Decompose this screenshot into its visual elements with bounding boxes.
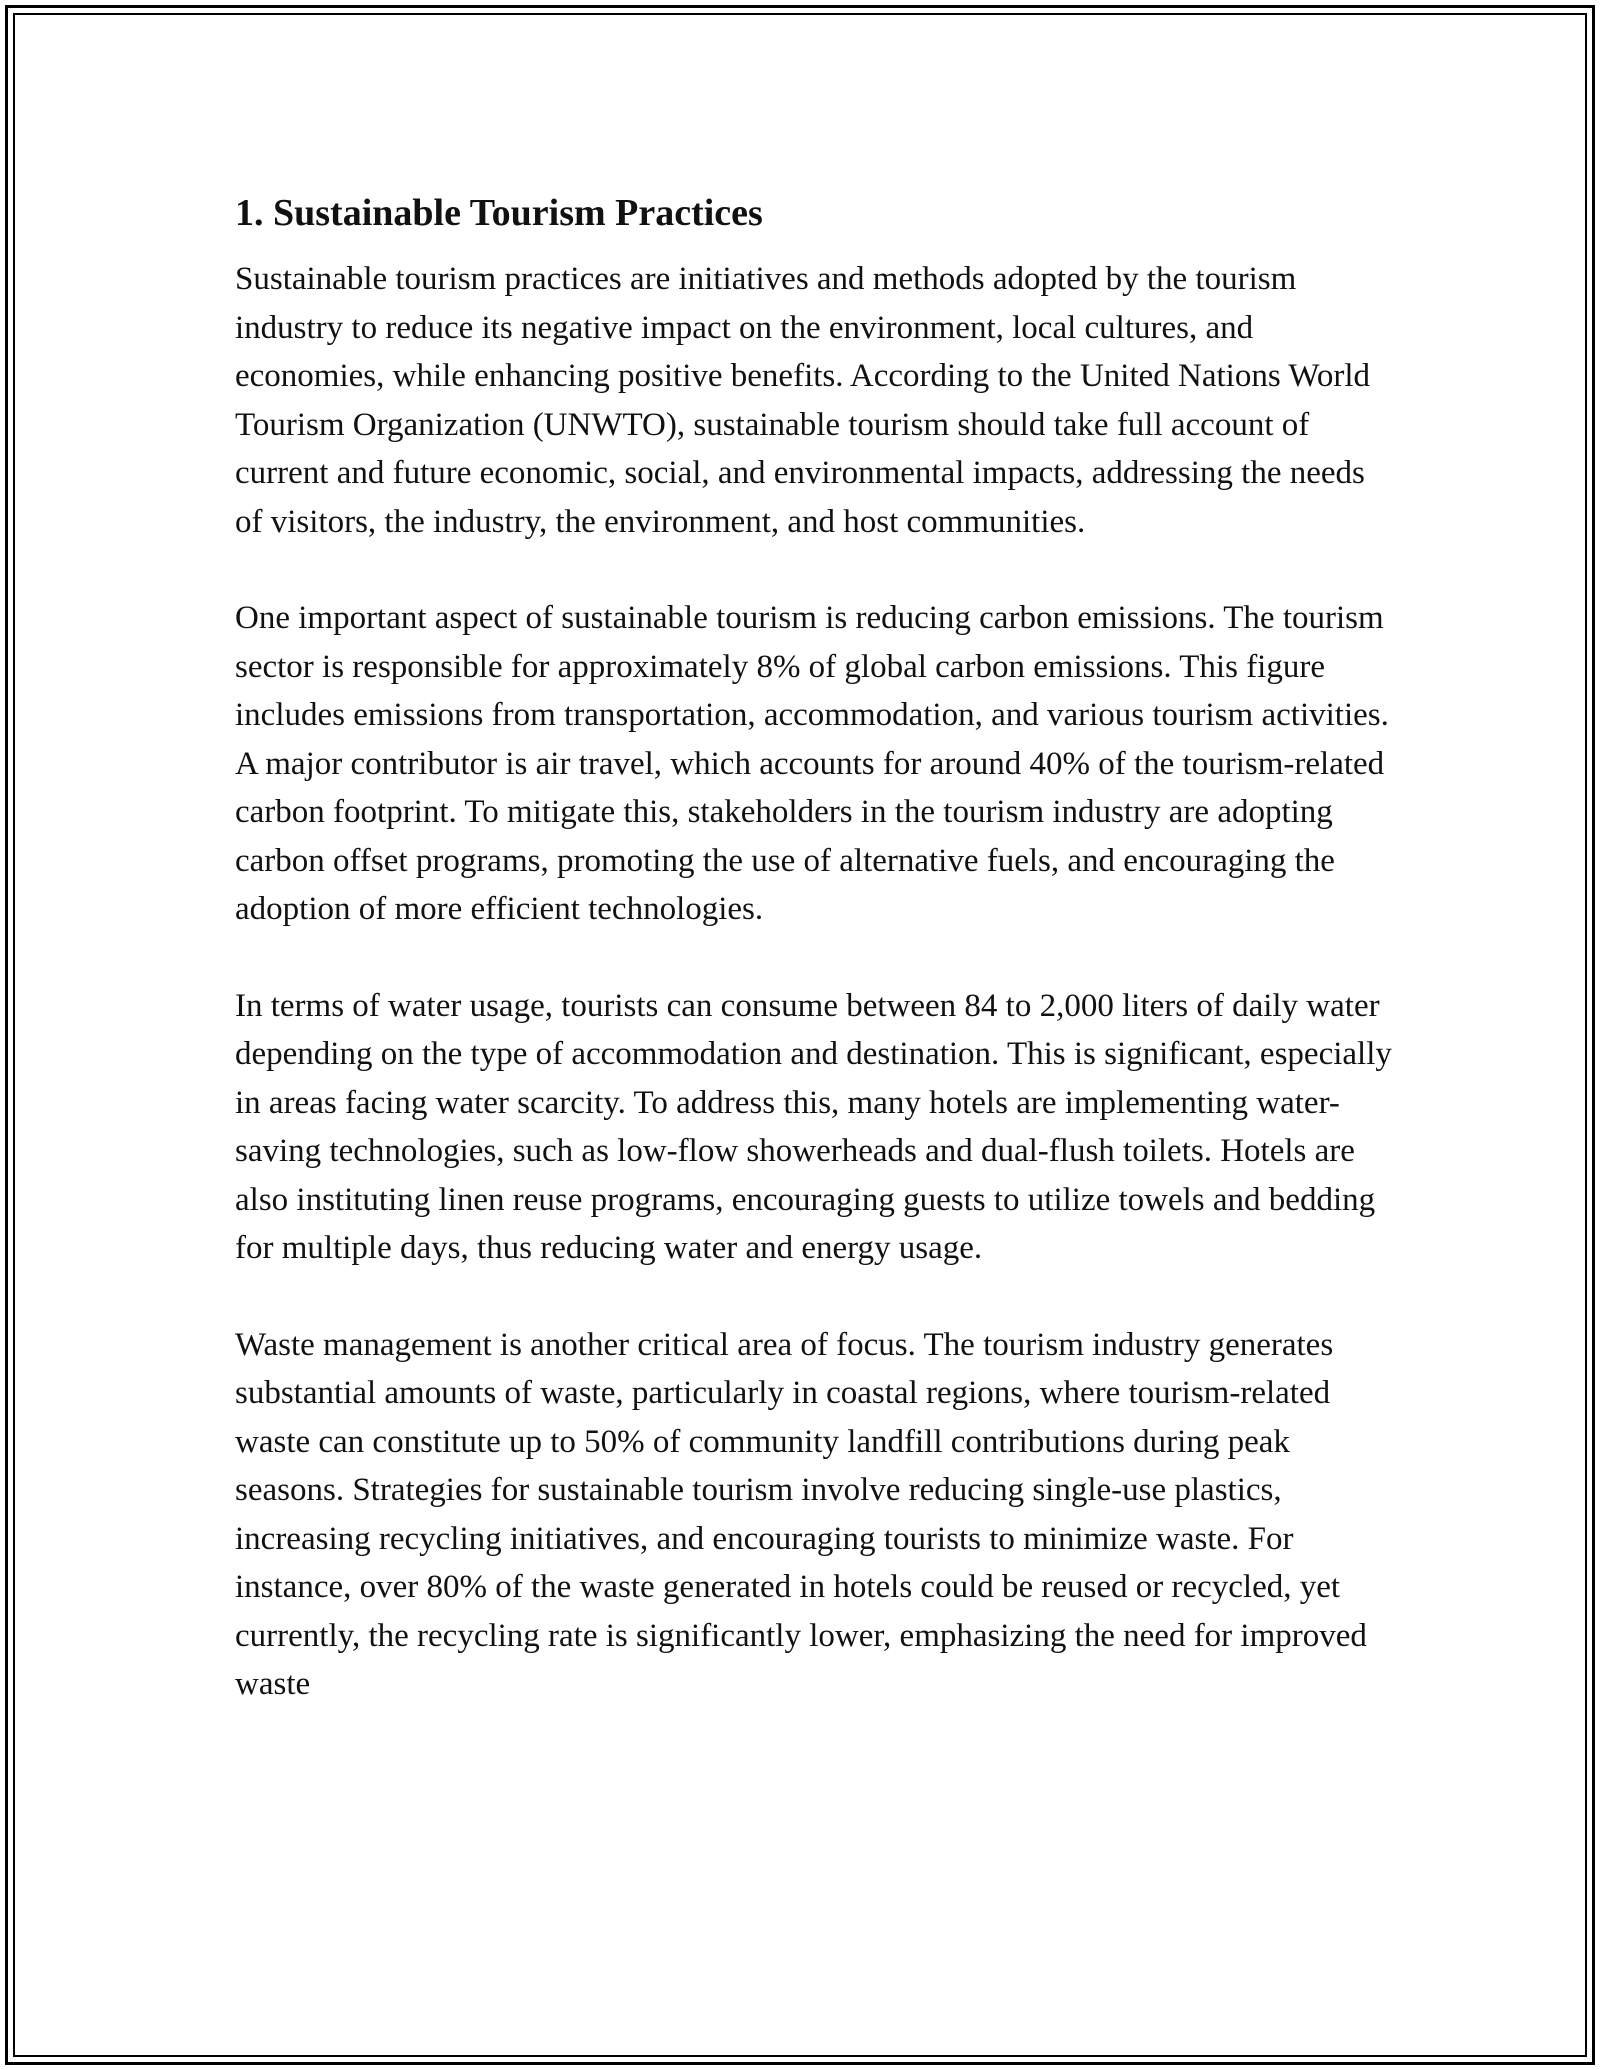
paragraph-carbon-emissions: One important aspect of sustainable tourism is reducing carbon emissions. The tourism sector is responsible for approximately 8% of global carbon emissions. This figure includes emissions from transportation, accommodation, and various tourism activities. A major contributor is air travel, which accounts for around 40% of the tourism-related carbon footprint. To mitigate this, stakeholders in the tourism industry are adopting carbon offset programs, promoting the use of alternative fuels, and encouraging the adoption of more efficient technologies. [235,600,1389,927]
paragraph-water-usage: In terms of water usage, tourists can consume between 84 to 2,000 liters of daily water depending on the type of accommodation and destination. This is significant, especially in areas facing water scarcity. To address this, many hotels are implementing water-saving technologies, such as low-flow showerheads and dual-flush toilets. Hotels are also instituting linen reuse programs, encouraging guests to utilize towels and bedding for multiple days, thus reducing water and energy usage. [235,987,1392,1266]
paragraph-waste-management: Waste management is another critical area of focus. The tourism industry generates substantial amounts of waste, particularly in coastal regions, where tourism-related waste can constitute up to 50% of community landfill contributions during peak seasons. Strategies for sustainable tourism involve reducing single-use plastics, increasing recycling initiatives, and encouraging tourists to minimize waste. For instance, over 80% of the waste generated in hotels could be reused or recycled, yet currently, the recycling rate is significantly lower, emphasizing the need for improved waste [235,1326,1367,1702]
section-heading: 1. Sustainable Tourism Practices [235,192,763,234]
document-body [235,185,1395,1757]
paragraph-intro: Sustainable tourism practices are initiatives and methods adopted by the tourism industry to reduce its negative impact on the environment, local cultures, and economies, while enhancing positive benefits. According to the United Nations World Tourism Organization (UNWTO), sustainable tourism should take full account of current and future economic, social, and environmental impacts, addressing the needs of visitors, the industry, the environment, and host communities. [235,261,1370,540]
